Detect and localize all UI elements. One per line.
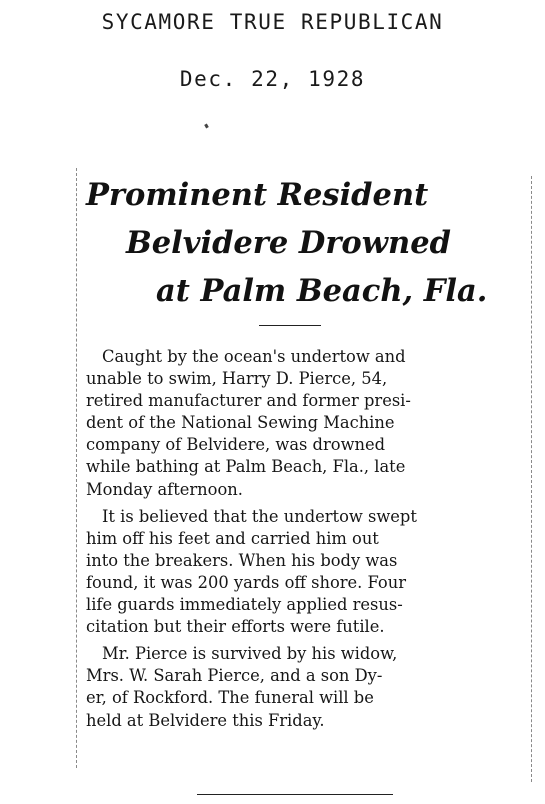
pencil-mark — [204, 124, 209, 129]
article-line: into the breakers. When his body was — [86, 550, 398, 570]
article-line: dent of the National Sewing Machine — [86, 413, 395, 433]
article-line: him off his feet and carried him out — [86, 528, 379, 548]
headline-divider — [259, 325, 321, 326]
clipping-right-edge — [531, 176, 533, 782]
article-line: Mr. Pierce is survived by his widow, — [102, 644, 398, 664]
headline-line: at Palm Beach, Fla. — [156, 273, 488, 309]
article-line: Caught by the ocean's undertow and — [102, 347, 406, 366]
article-end-rule — [197, 794, 393, 795]
clipping-source-title: SYCAMORE TRUE REPUBLICAN — [101, 10, 444, 34]
article-line: life guards immediately applied resus- — [86, 595, 403, 615]
headline-line: Belvidere Drowned — [126, 225, 451, 261]
headline-line: Prominent Resident — [86, 177, 429, 213]
article-body — [86, 346, 528, 737]
article-line: unable to swim, Harry D. Pierce, 54, — [86, 369, 388, 389]
article-line: Mrs. W. Sarah Pierce, and a son Dy- — [86, 666, 383, 686]
article-line: held at Belvidere this Friday. — [86, 710, 325, 730]
article-line: while bathing at Palm Beach, Fla., late — [86, 457, 406, 477]
article-paragraph — [86, 643, 528, 731]
article-line: found, it was 200 yards off shore. Four — [86, 572, 406, 592]
article-line: Monday afternoon. — [86, 479, 243, 499]
article-line: er, of Rockford. The funeral will be — [86, 688, 374, 708]
article-line: retired manufacturer and former presi- — [86, 391, 411, 411]
article-line: company of Belvidere, was drowned — [86, 435, 386, 455]
article-paragraph — [86, 506, 528, 639]
clipping-source-date: Dec. 22, 1928 — [179, 67, 366, 91]
article-paragraph — [86, 346, 528, 501]
article-line: citation but their efforts were futile. — [86, 617, 385, 637]
article-line: It is believed that the undertow swept — [102, 506, 417, 526]
article-headline — [78, 171, 528, 315]
